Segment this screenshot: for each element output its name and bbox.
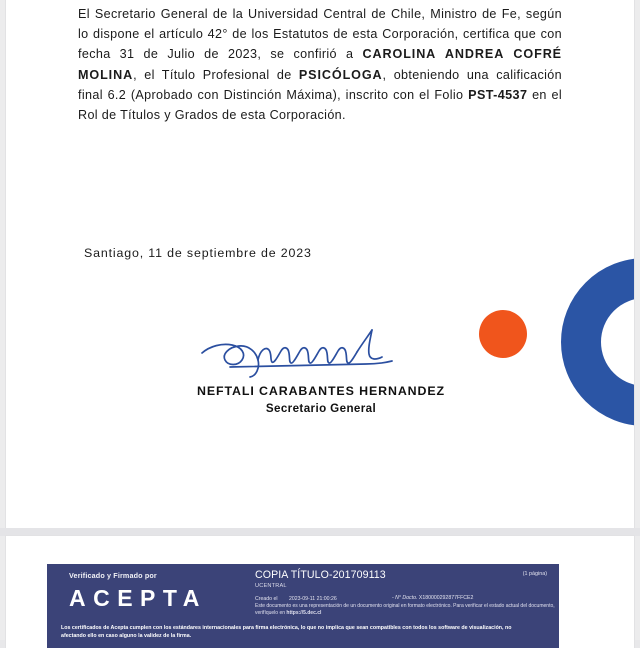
certificate-body-segment-1: El Secretario General de la Universidad Central de Chile, Ministro de Fe, según lo dispone el artículo 42° de los Estatutos de esta Corporación, certifica que con fecha 31 de Julio de 2023, se confirió a <box>78 7 562 62</box>
folio-number: PST-4537 <box>468 87 528 102</box>
graduate-name: CAROLINA ANDREA COFRÉ MOLINA <box>78 47 562 82</box>
signatory-name: NEFTALI CARABANTES HERNANDEZ <box>197 384 445 398</box>
created-label: Creado el <box>255 596 278 602</box>
handwritten-signature-icon <box>196 326 446 382</box>
disclaimer-line-1: Los certificados de Acepta cumplen con los estándares internacionales para firma electrónica, lo que no implica que sean compatibles con todos los software de visualización, no <box>61 625 512 631</box>
page-count-label: (1 página) <box>522 571 547 577</box>
acepta-verification-banner <box>47 564 559 648</box>
representation-note: Este documento es una representación de un documento original en formato electrónico. Para verificar el estado actual del documento, <box>255 603 555 609</box>
verified-by-label: Verificado y Firmado por <box>69 571 157 580</box>
signatory-title: Secretario General <box>265 402 377 415</box>
certificate-page <box>6 0 634 528</box>
page-separator <box>0 528 640 536</box>
verify-url[interactable]: https://5.dec.cl <box>286 610 322 616</box>
document-number-row <box>392 595 473 601</box>
created-value: 2023-09-11 21:00:26 <box>289 596 337 602</box>
blue-ring-logo-icon <box>561 258 634 426</box>
document-number-label: - N° Docto. <box>392 595 418 601</box>
disclaimer-line-2: afectando ello en caso alguno la validez de la firma. <box>61 633 192 639</box>
acepta-document-info <box>255 569 555 616</box>
certificate-body-segment-4: en el Rol de Títulos y Grados de esta Corporación. <box>78 87 562 123</box>
acepta-disclaimer <box>61 624 549 640</box>
verification-page <box>6 536 634 648</box>
verify-prefix: verifíquelo en <box>255 610 287 616</box>
degree-title: PSICÓLOGA <box>298 67 383 82</box>
certificate-body-text <box>78 4 562 125</box>
document-title: COPIA TÍTULO-201709113 <box>255 569 386 581</box>
certificate-body-segment-2: , el Título Profesional de <box>133 67 299 82</box>
document-number-value: X180000292877FFCE2 <box>418 595 474 601</box>
verification-url-line <box>255 610 555 616</box>
acepta-brand-block <box>69 571 249 610</box>
orange-dot-logo-icon <box>479 310 527 358</box>
acepta-wordmark: ACEPTA <box>69 585 207 611</box>
organization-label: UCENTRAL <box>255 583 287 589</box>
place-and-date: Santiago, 11 de septiembre de 2023 <box>84 246 312 260</box>
certificate-body-segment-3: , obteniendo una calificación final 6.2 (Aprobado con Distinción Máxima), inscrito con el Folio <box>78 67 562 102</box>
signature-block <box>156 326 486 415</box>
